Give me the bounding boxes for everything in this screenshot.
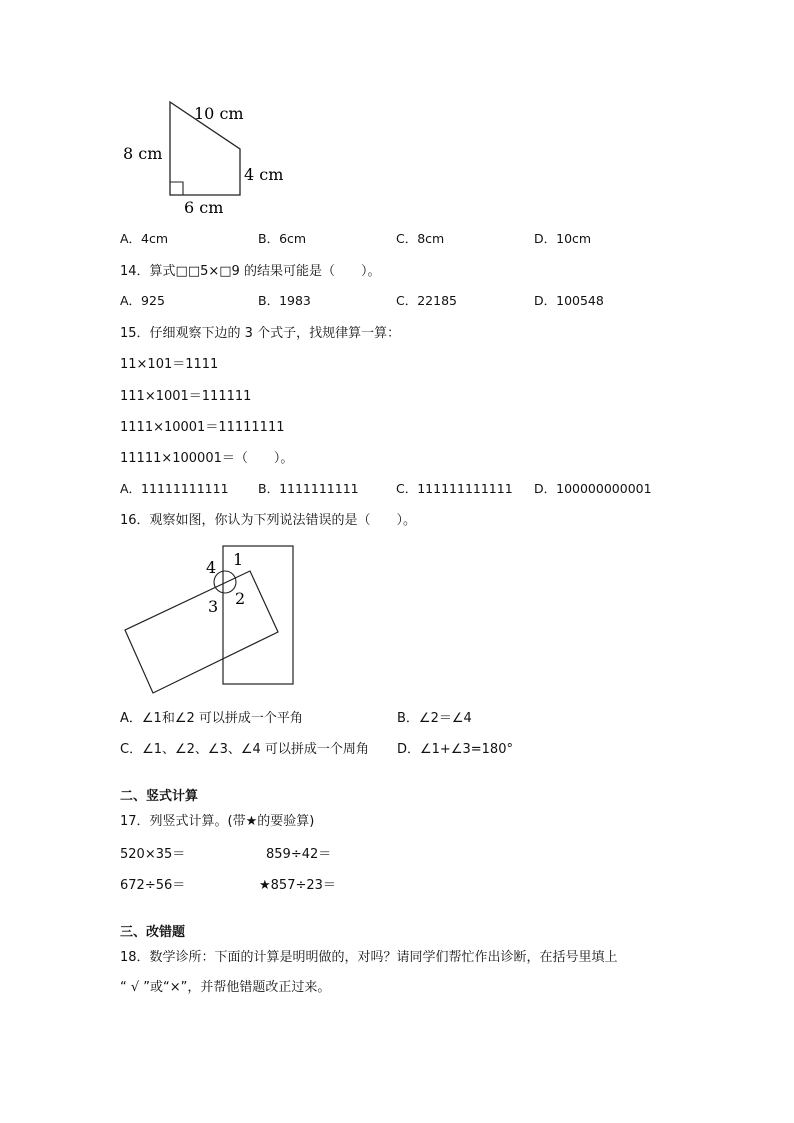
q15-line-4: 11111×100001＝（ ）。 xyxy=(120,451,294,466)
q15-stem: 15．仔细观察下边的 3 个式子，找规律算一算： xyxy=(120,326,401,341)
label-right-side: 4 cm xyxy=(244,165,284,184)
q14-stem: 14．算式□□5×□9 的结果可能是（ ）。 xyxy=(120,264,381,279)
q16-stem: 16．观察如图，你认为下列说法错误的是（ ）。 xyxy=(120,513,417,528)
q17-stem: 17．列竖式计算。(带★的要验算) xyxy=(120,814,315,829)
q15-option-c[interactable]: C．111111111111 xyxy=(396,481,513,496)
q16-option-b[interactable]: B．∠2＝∠4 xyxy=(397,711,472,726)
q18-line-2: “ √ ”或“×”，并帮他错题改正过来。 xyxy=(120,980,331,995)
q13-option-c[interactable]: C．8cm xyxy=(396,231,445,246)
q15-option-a[interactable]: A．11111111111 xyxy=(120,481,229,496)
q16-option-a[interactable]: A．∠1和∠2 可以拼成一个平角 xyxy=(120,711,303,726)
q15-line-2: 111×1001＝111111 xyxy=(120,389,252,404)
q15-option-d[interactable]: D．100000000001 xyxy=(534,481,652,496)
label-left-side: 8 cm xyxy=(123,144,163,163)
q13-option-a[interactable]: A．4cm xyxy=(120,231,169,246)
angles-figure xyxy=(120,540,305,700)
q17-item-2: 859÷42＝ xyxy=(266,847,332,862)
trapezoid-figure xyxy=(110,95,310,225)
angle-label-4: 4 xyxy=(206,558,217,577)
q18-line-1: 18．数学诊所：下面的计算是明明做的，对吗？请同学们帮忙作出诊断，在括号里填上 xyxy=(120,950,618,965)
angle-label-2: 2 xyxy=(235,589,246,608)
q15-line-3: 1111×10001＝11111111 xyxy=(120,420,285,435)
q14-option-c[interactable]: C．22185 xyxy=(396,293,457,308)
q14-option-d[interactable]: D．100548 xyxy=(534,293,604,308)
angle-label-3: 3 xyxy=(208,597,219,616)
q17-item-3: 672÷56＝ xyxy=(120,878,186,893)
q14-option-a[interactable]: A．925 xyxy=(120,293,165,308)
label-bottom-side: 6 cm xyxy=(184,198,224,217)
q13-option-b[interactable]: B．6cm xyxy=(258,231,307,246)
q14-option-b[interactable]: B．1983 xyxy=(258,293,311,308)
q15-line-1: 11×101＝1111 xyxy=(120,357,219,372)
q13-option-d[interactable]: D．10cm xyxy=(534,231,592,246)
q16-option-d[interactable]: D．∠1+∠3=180° xyxy=(397,742,513,757)
section-2-title: 二、竖式计算 xyxy=(120,789,199,804)
q17-item-4: ★857÷23＝ xyxy=(259,878,336,893)
label-top-side: 10 cm xyxy=(194,104,244,123)
q15-option-b[interactable]: B．1111111111 xyxy=(258,481,359,496)
angle-label-1: 1 xyxy=(233,550,244,569)
q16-option-c[interactable]: C．∠1、∠2、∠3、∠4 可以拼成一个周角 xyxy=(120,742,369,757)
section-3-title: 三、改错题 xyxy=(120,925,186,940)
q17-item-1: 520×35＝ xyxy=(120,847,186,862)
